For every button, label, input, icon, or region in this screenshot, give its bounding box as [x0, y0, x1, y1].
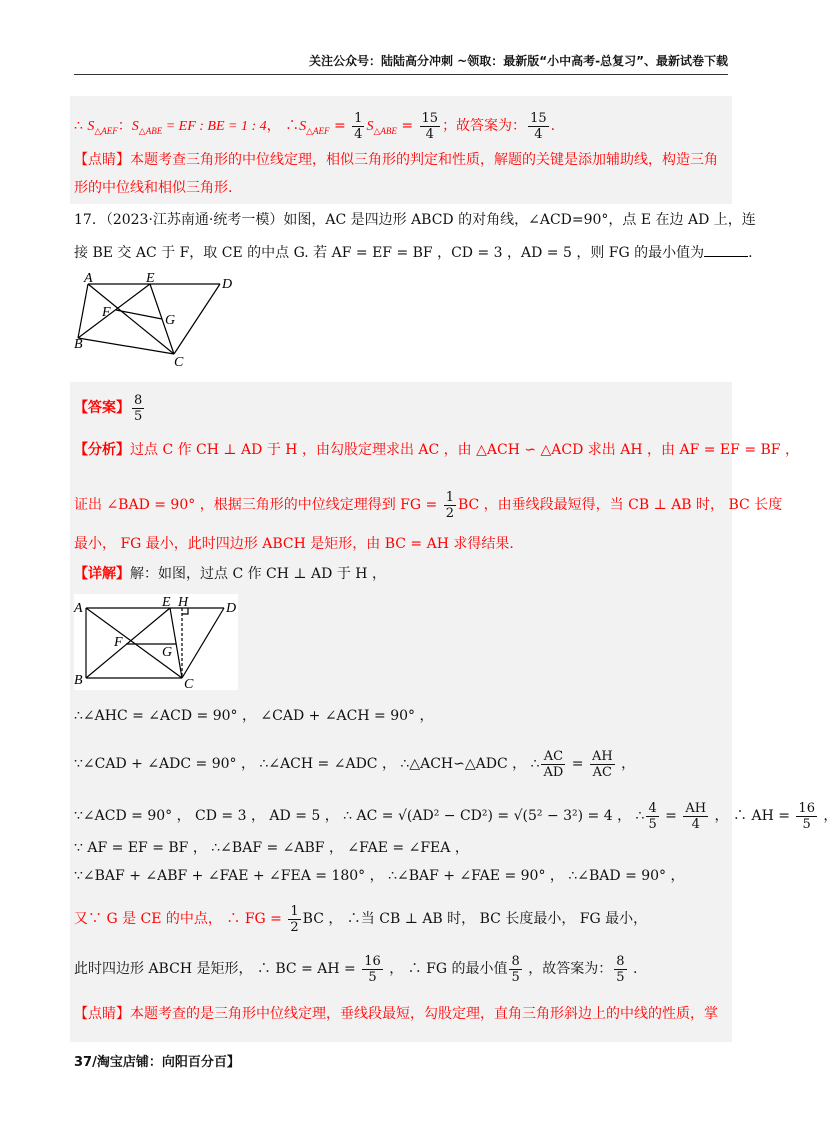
figure-solution — [74, 594, 238, 690]
question-17-line2: 接 BE 交 AC 于 F，取 CE 的中点 G. 若 AF = EF = BF ，CD = 3 ，AD = 5 ，则 FG 的最小值为 . — [74, 242, 734, 263]
page-header: 关注公众号：陆陆高分冲刺 ~领取：最新版“小中高考-总复习”、最新试卷下载 — [309, 54, 728, 68]
label-g: G — [162, 645, 173, 660]
comment-final: 【点睛】本题考查的是三角形中位线定理，垂线段最短，勾股定理，直角三角形斜边上的中线的性质，掌 — [74, 1006, 718, 1022]
comment-prev-line1: 【点睛】本题考查三角形的中位线定理，相似三角形的判定和性质，解题的关键是添加辅助线，构造三角 — [74, 152, 718, 168]
label-a: A — [74, 601, 83, 616]
answer-blank — [704, 242, 748, 257]
analysis-line2: 证出 ∠BAD = 90° ，根据三角形的中位线定理得到 FG = $\frac{1}{2}$ BC ，由垂线段最短得，当 CB ⊥ AB 时， BC 长度 — [74, 489, 783, 521]
label-h: H — [178, 595, 189, 610]
figure-question — [74, 270, 244, 370]
edge-dc — [174, 284, 220, 354]
label-e: E — [146, 271, 155, 286]
question-17-line1: 17．（2023·江苏南通·统考一模）如图，AC 是四边形 ABCD 的对角线，∠ACD=90°，点 E 在边 AD 上，连 — [74, 212, 756, 228]
segment-fg — [116, 310, 162, 319]
header-divider — [74, 74, 728, 75]
shop-name: /淘宝店铺：向阳百分百】 — [92, 1055, 240, 1070]
label-c: C — [184, 677, 194, 692]
label-f: F — [102, 305, 111, 320]
step-6: 又∵ G 是 CE 的中点， ∴ FG = $\frac{1}{2}$ BC ， ∴当 CB ⊥ AB 时， BC 长度最小， FG 最小， — [74, 903, 648, 935]
label-g: G — [165, 313, 176, 328]
step-7: 此时四边形 ABCH 是矩形， ∴ BC = AH = $\frac{16}{5}$ ， ∴ FG 的最小值 $\frac{8}{5}$ ，故答案为： $\frac{8}{5}$ . — [74, 953, 638, 985]
ratio-line: ∴ $S_{\triangle AEF}$：$S_{\triangle ABE}$ = EF : BE = 1 : 4， $\therefore S_{\triangle AEF}$ = $\frac{1}{4}$ $S_{\triangle ABE}$ = $\frac{15}{4}$ ；故答案为： $\frac{15}{4}$ . — [74, 110, 556, 142]
label-e: E — [162, 595, 171, 610]
comment-prev-line2: 形的中位线和相似三角形. — [74, 180, 233, 196]
label-c: C — [174, 355, 184, 370]
step-2: ∵∠CAD + ∠ADC = 90° ， ∴∠ACH = ∠ADC ， ∴△ACH∽△ADC ， ∴ $\frac{AC}{AD}$ = $\frac{AH}{AC}$ ， — [74, 748, 636, 780]
step-5: ∵∠BAF + ∠ABF + ∠FAE + ∠FEA = 180° ， ∴∠BAF + ∠FAE = 90° ， ∴∠BAD = 90° ， — [74, 868, 685, 884]
label-d: D — [222, 277, 233, 292]
edge-bc — [78, 338, 174, 354]
step-4: ∵ AF = EF = BF ， ∴∠BAF = ∠ABF ， ∠FAE = ∠FEA ， — [74, 840, 469, 856]
label-d: D — [226, 601, 237, 616]
label-f: F — [114, 635, 123, 650]
segment-be — [78, 284, 150, 338]
analysis-line3: 最小， FG 最小，此时四边形 ABCH 是矩形，由 BC = AH 求得结果. — [74, 536, 514, 552]
analysis-line1: 【分析】过点 C 作 CH ⊥ AD 于 H ，由勾股定理求出 AC ，由 △ACH ∽ △ACD 求出 AH ，由 AF = EF = BF ， — [74, 442, 799, 458]
step-3: ∵∠ACD = 90° ， CD = 3 ， AD = 5 ， ∴ AC = √(AD² − CD²) = √(5² − 3²) = 4 ， ∴ $\frac{4}{5}$ = $\frac{AH}{4}$ ， ∴ AH = $\frac{16}{5}$ ， — [74, 800, 837, 832]
label-a: A — [84, 271, 93, 286]
detail-line1: 【详解】解：如图，过点 C 作 CH ⊥ AD 于 H ， — [74, 566, 386, 582]
page-footer — [74, 1051, 240, 1070]
edge-ab — [78, 284, 88, 338]
page-number: 37 — [74, 1055, 93, 1070]
step-1: ∴∠AHC = ∠ACD = 90° ， ∠CAD + ∠ACH = 90° ， — [74, 708, 434, 724]
label-b: B — [74, 673, 83, 688]
label-b: B — [74, 337, 83, 352]
answer-line: 【答案】 $\frac{8}{5}$ — [74, 392, 143, 424]
